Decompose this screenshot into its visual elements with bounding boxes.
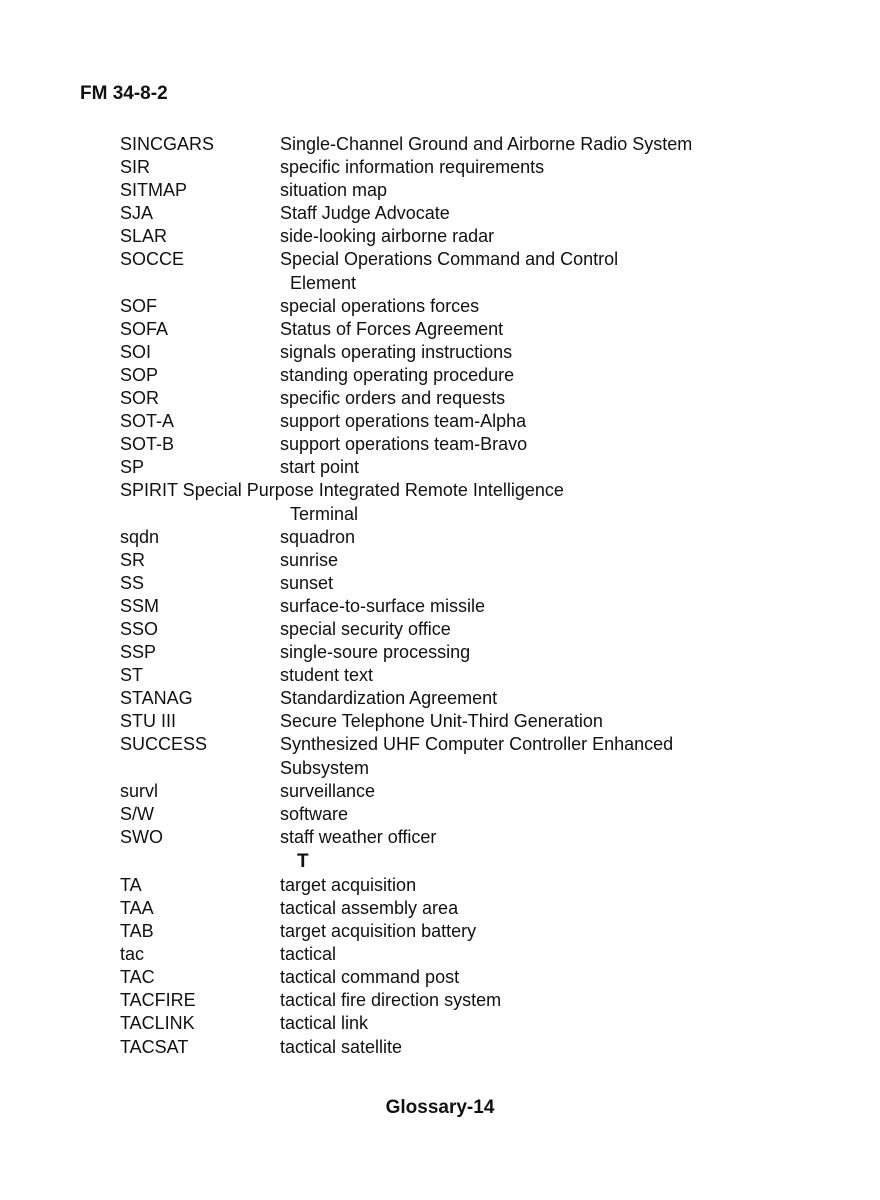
glossary-abbreviation: SWO [120,826,163,847]
glossary-definition: support operations team-Bravo [280,434,528,455]
glossary-abbreviation: SS [120,572,145,593]
section-letter-t: T [297,850,309,872]
glossary-definition: tactical fire direction system [280,990,502,1011]
glossary-definition: tactical assembly area [280,898,459,918]
glossary-abbreviation: TAB [120,921,154,942]
glossary-definition: special security office [280,618,451,639]
glossary-definition: squadron [280,526,356,547]
glossary-definition: specific information requirements [280,157,545,178]
glossary-entry [120,618,820,641]
glossary-abbreviation: SOI [120,341,152,362]
glossary-definition: student text [280,665,374,686]
glossary-entry [120,295,820,318]
glossary-definition: surveillance [280,780,376,801]
glossary-definition: standing operating procedure [280,364,515,385]
glossary-definition: situation map [280,180,388,201]
glossary-entry [120,1012,820,1035]
glossary-definition: Single-Channel Ground and Airborne Radio System [280,134,693,154]
glossary-entry [120,225,820,248]
glossary-list [120,133,820,1059]
glossary-definition: Standardization Agreement [280,688,498,709]
glossary-abbreviation: SLAR [120,226,168,247]
glossary-abbreviation: SOT-A [120,411,175,432]
glossary-entry [120,803,820,826]
glossary-abbreviation [120,757,280,780]
glossary-definition: Special Operations Command and Control [280,249,619,270]
glossary-definition-continued: Terminal [290,503,359,524]
glossary-definition: tactical link [280,1013,369,1034]
glossary-entry [120,664,820,687]
glossary-entry [120,248,820,271]
glossary-definition: support operations team-Alpha [280,411,527,432]
glossary-entry [120,179,820,202]
glossary-entry [120,989,820,1012]
glossary-entry [120,156,820,179]
glossary-section-t [120,874,820,1059]
glossary-definition: single-soure processing [280,642,471,663]
glossary-entry [120,943,820,966]
glossary-entry [120,410,820,433]
glossary-abbreviation [120,272,280,295]
glossary-entry-text: SPIRIT Special Purpose Integrated Remote Intelligence [120,480,564,501]
glossary-abbreviation: SOT-B [120,434,175,455]
glossary-entry [120,341,820,364]
glossary-entry [120,780,820,803]
glossary-entry [120,318,820,341]
glossary-abbreviation: TAA [120,898,154,918]
glossary-abbreviation: TACLINK [120,1013,195,1034]
glossary-abbreviation: SUCCESS [120,734,208,755]
glossary-definition: special operations forces [280,295,480,316]
glossary-entry-continuation [120,757,820,780]
glossary-abbreviation: SOFA [120,318,169,339]
glossary-abbreviation: SINCGARS [120,134,215,154]
glossary-abbreviation: SSO [120,618,159,639]
glossary-definition-continued: Subsystem [280,757,370,778]
glossary-definition: target acquisition [280,874,417,895]
glossary-entry [120,387,820,410]
glossary-abbreviation: sqdn [120,526,160,547]
glossary-definition: Staff Judge Advocate [280,203,450,224]
glossary-definition-continued: Element [290,272,357,293]
glossary-entry [120,526,820,549]
glossary-section-s [120,133,820,849]
glossary-entry [120,966,820,989]
glossary-definition: side-looking airborne radar [280,226,495,247]
glossary-entry [120,897,820,920]
glossary-entry [120,456,820,479]
glossary-abbreviation: TAC [120,967,155,988]
glossary-entry [120,572,820,595]
document-id: FM 34-8-2 [80,83,168,104]
glossary-abbreviation: SP [120,457,145,478]
glossary-abbreviation: TA [120,874,142,895]
glossary-entry [120,549,820,572]
glossary-abbreviation: TACSAT [120,1036,189,1057]
glossary-abbreviation: S/W [120,803,154,824]
glossary-definition: Synthesized UHF Computer Controller Enhanced [280,734,674,755]
glossary-definition: tactical [280,944,337,965]
glossary-entry [120,687,820,710]
glossary-definition: sunset [280,572,334,593]
glossary-entry-continuation [120,272,820,295]
glossary-abbreviation: SOCCE [120,249,185,270]
glossary-definition: signals operating instructions [280,341,513,362]
glossary-definition: surface-to-surface missile [280,595,486,616]
glossary-entry [120,733,820,756]
glossary-abbreviation: SJA [120,203,154,224]
glossary-abbreviation: survl [120,780,159,801]
glossary-abbreviation: ST [120,665,144,686]
glossary-abbreviation: TACFIRE [120,990,196,1011]
glossary-entry [120,641,820,664]
glossary-entry [120,874,820,897]
glossary-abbreviation: STU III [120,711,177,732]
glossary-definition: Secure Telephone Unit-Third Generation [280,711,603,732]
glossary-abbreviation: SSP [120,642,157,663]
glossary-abbreviation: SOP [120,364,159,385]
glossary-abbreviation: SOR [120,388,160,409]
glossary-definition: software [280,803,349,824]
glossary-abbreviation: SIR [120,157,151,178]
glossary-abbreviation: SSM [120,595,160,616]
glossary-definition: start point [280,457,360,478]
glossary-definition: sunrise [280,549,339,570]
glossary-definition: target acquisition battery [280,921,477,942]
glossary-abbreviation: SITMAP [120,180,188,201]
glossary-definition: Status of Forces Agreement [280,318,504,339]
page-number: Glossary-14 [385,1097,495,1118]
glossary-entry [120,364,820,387]
glossary-definition: staff weather officer [280,826,437,847]
glossary-abbreviation: SOF [120,295,158,316]
glossary-entry-continuation [120,503,820,526]
glossary-entry [120,595,820,618]
glossary-abbreviation: tac [120,944,145,965]
glossary-entry [120,826,820,849]
glossary-definition: tactical command post [280,967,460,988]
glossary-entry [120,133,820,156]
glossary-abbreviation: SR [120,549,146,570]
glossary-entry [120,710,820,733]
glossary-definition: specific orders and requests [280,388,506,409]
glossary-entry [120,920,820,943]
glossary-definition: tactical satellite [280,1036,403,1057]
glossary-abbreviation: STANAG [120,688,193,709]
glossary-entry [120,1036,820,1059]
glossary-entry [120,479,820,502]
glossary-entry [120,202,820,225]
glossary-entry [120,433,820,456]
